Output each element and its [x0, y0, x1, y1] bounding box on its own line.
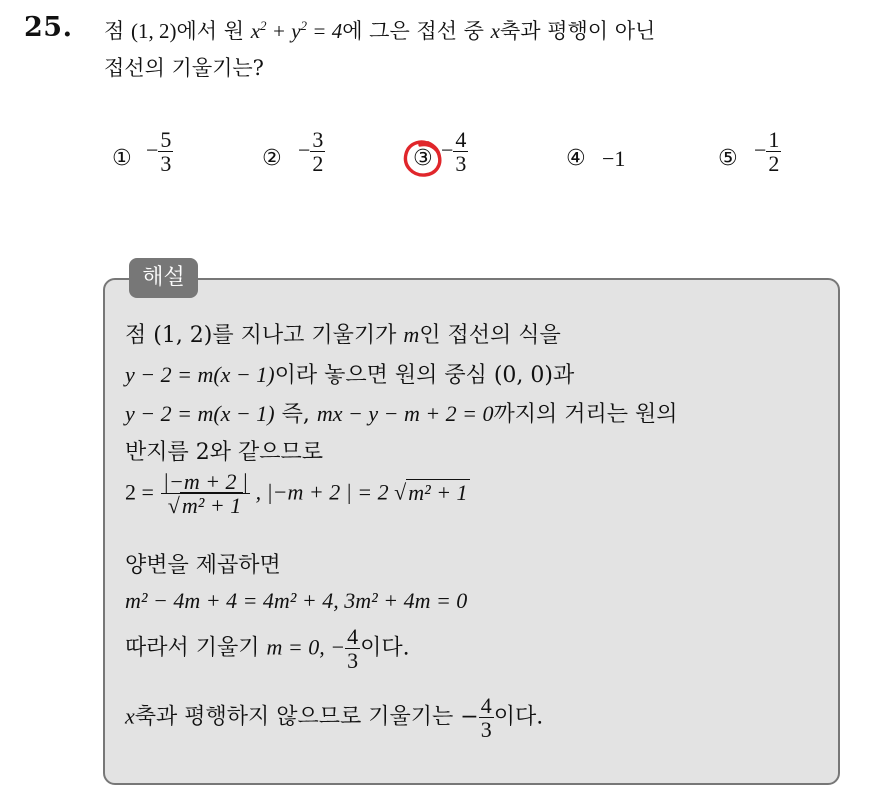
solution-equation: m = 0, −: [266, 634, 346, 660]
choice-mark: ③: [413, 146, 433, 171]
stem-text: 점: [104, 19, 131, 43]
fraction-numerator: 1: [768, 127, 780, 152]
slope-fraction: [345, 625, 360, 672]
fraction-denominator: 2: [312, 151, 324, 177]
fraction-denominator: 3: [480, 717, 492, 743]
solution-line-4: 반지름 2와 같으므로: [125, 440, 323, 465]
choice-sign: −: [298, 137, 311, 163]
stem-text: 축과 평행이 아닌: [499, 19, 656, 43]
fraction-numerator: 3: [312, 127, 324, 152]
stem-text: 에 그은 접선 중: [342, 19, 491, 43]
stem-point: (1, 2): [130, 19, 177, 43]
solution-text: 축과 평행하지 않으므로 기울기는 −: [134, 704, 479, 730]
choice-fraction: [453, 128, 468, 175]
solution-text: 인 접선의 식을: [419, 323, 561, 348]
solution-text: 점 (1, 2)를 지나고 기울기가: [125, 323, 404, 348]
solution-equation: mx − y − m + 2 = 0: [316, 401, 494, 426]
solution-var: x: [125, 703, 135, 729]
stem-x: x: [490, 19, 500, 43]
choice-sign: −: [146, 137, 159, 163]
answer-circle-annotation: [401, 136, 445, 180]
choice-fraction: [158, 128, 173, 175]
question-stem-line2: 접선의 기울기는?: [104, 56, 264, 80]
fraction-numerator: |−m + 2 |: [162, 469, 249, 494]
solution-equation: y − 2 = m(x − 1): [125, 401, 275, 426]
solution-line-2: [125, 358, 574, 389]
solution-var: m: [403, 322, 420, 347]
question-stem-line1: [104, 15, 655, 45]
fraction-denominator: 3: [455, 151, 467, 177]
fraction-denominator: 3: [347, 648, 359, 674]
solution-text: 이다.: [493, 704, 544, 730]
radicand: m² + 1: [408, 479, 468, 505]
question-number: 25.: [24, 12, 73, 43]
solution-text: 따라서 기울기: [125, 635, 267, 661]
solution-line-7: m² − 4m + 4 = 4m² + 4, 3m² + 4m = 0: [125, 588, 468, 613]
answer-fraction: [479, 694, 494, 741]
solution-text: 즉,: [274, 402, 317, 427]
solution-line-9: [125, 694, 543, 741]
solution-label: 해설: [129, 258, 198, 298]
fraction-denominator: 2: [768, 151, 780, 177]
solution-line-3: [125, 397, 678, 428]
solution-line-6: 양변을 제곱하면: [125, 553, 281, 578]
circle-equation: $x^2 + y^2 = 4$: [250, 17, 343, 43]
solution-line-5: 2 = $\frac{|-m + 2 |}{\text{√m² + 1}}$ , |−m + 2 | = 2 √m² + 1: [125, 469, 468, 519]
choice-mark: ⑤: [718, 146, 738, 171]
choice-mark: ①: [112, 146, 132, 171]
solution-equation: 2 =: [125, 479, 154, 505]
fraction-denominator: √m² + 1: [167, 493, 242, 519]
choice-value: −1: [602, 146, 626, 171]
choice-sign: −: [754, 137, 767, 163]
solution-text: 까지의 거리는 원의: [493, 402, 678, 427]
solution-text: 이라 놓으면 원의 중심 (0, 0)과: [274, 363, 575, 388]
fraction-numerator: 4: [347, 624, 359, 649]
solution-equation: y − 2 = m(x − 1): [125, 362, 275, 387]
distance-fraction: [161, 470, 250, 517]
fraction-numerator: 4: [480, 693, 492, 718]
choice-fraction: [310, 128, 325, 175]
choice-fraction: [766, 128, 781, 175]
solution-line-8: [125, 625, 410, 672]
solution-equation: , |−m + 2 | = 2: [250, 479, 395, 505]
stem-text: 에서 원: [176, 19, 251, 43]
solution-line-1: [125, 318, 561, 349]
fraction-numerator: 5: [160, 127, 172, 152]
choice-mark: ②: [262, 146, 282, 171]
choice-sign: −: [441, 137, 454, 163]
radicand: m² + 1: [181, 493, 242, 519]
fraction-numerator: 4: [455, 127, 467, 152]
choice-mark: ④: [566, 146, 586, 171]
fraction-denominator: 3: [160, 151, 172, 177]
solution-text: 이다.: [360, 635, 410, 661]
